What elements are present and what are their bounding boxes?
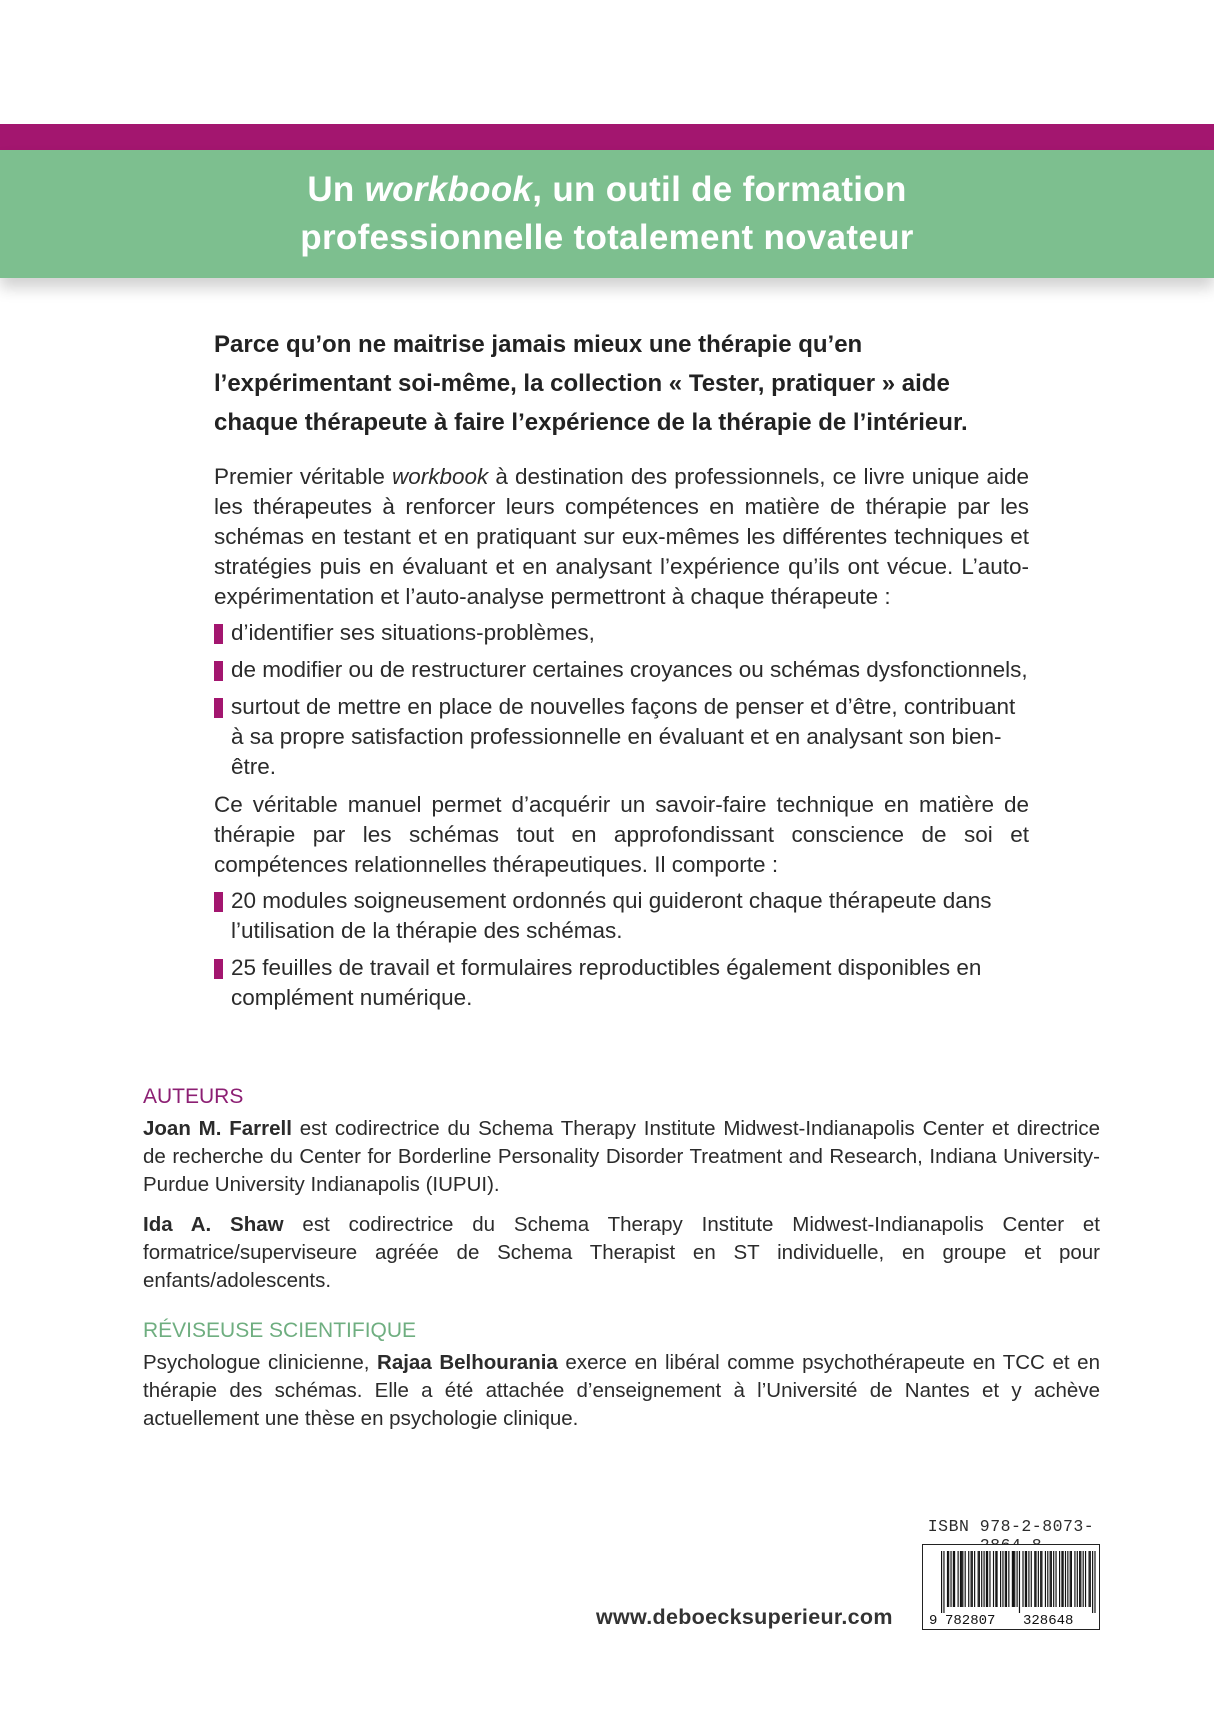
barcode-bar <box>1074 1551 1075 1607</box>
barcode-bar <box>950 1551 951 1607</box>
barcode-bar <box>1014 1551 1015 1607</box>
barcode-bar <box>1047 1551 1048 1607</box>
barcode-bar <box>996 1551 997 1607</box>
barcode-bar <box>1012 1551 1013 1607</box>
auteurs-heading: AUTEURS <box>143 1085 244 1108</box>
reviseuse-name: Rajaa Belhourania <box>377 1351 558 1374</box>
barcode-bar <box>1083 1551 1084 1607</box>
description-paragraph-2: Ce véritable manuel permet d’acquérir un savoir-faire technique en matière de thérapie par les schémas tout en approfondissant conscience de soi et compétences relationnelles thérapeutiques. Il comporte : <box>214 792 1029 877</box>
barcode-bar <box>1079 1551 1080 1607</box>
barcode-digit-first: 9 <box>929 1613 938 1629</box>
barcode-bar <box>1026 1551 1027 1607</box>
barcode-bar <box>965 1551 966 1607</box>
barcode-bar <box>1031 1551 1032 1607</box>
banner-title-line-1: Un workbook, un outil de formation <box>307 170 907 209</box>
barcode-bar <box>972 1551 973 1607</box>
barcode-bar <box>1025 1551 1026 1607</box>
barcode-digits-left: 782807 <box>945 1613 996 1629</box>
author-bio-farrell: Joan M. Farrell est codirectrice du Schema Therapy Institute Midwest-Indianapolis Center et directrice de recherche du Center for Borderline Personality Disorder Treatment and Research, Indiana University-Purdue University Indianapolis (IUPUI). <box>143 1117 1100 1196</box>
barcode-bar <box>1077 1551 1078 1607</box>
credits-section <box>143 1083 1100 1445</box>
barcode-bar <box>1002 1551 1003 1607</box>
bullet-marker <box>214 661 223 681</box>
barcode-bar <box>1038 1551 1039 1607</box>
barcode-bar <box>1006 1551 1007 1607</box>
barcode-bar <box>1045 1551 1046 1607</box>
contents-list <box>214 886 1029 1013</box>
list-item: de modifier ou de restructurer certaines croyances ou schémas dysfonctionnels, <box>214 655 1029 685</box>
barcode-bar <box>1051 1551 1052 1607</box>
author-bio-shaw: Ida A. Shaw est codirectrice du Schema Therapy Institute Midwest-Indianapolis Center et formatrice/superviseure agréée de Schema Therapist en ST individuelle, en groupe et pour enfants/adolescents. <box>143 1213 1100 1292</box>
barcode-bar <box>1008 1551 1009 1607</box>
barcode-bar <box>1034 1551 1035 1607</box>
isbn-label: ISBN 978-2-8073- <box>927 1517 1095 1536</box>
barcode-bar <box>948 1551 949 1607</box>
barcode-digits-right: 328648 <box>1023 1613 1074 1629</box>
barcode-bar <box>1013 1551 1014 1607</box>
publisher-website: www.deboecksuperieur.com <box>596 1605 893 1629</box>
barcode-bar <box>983 1551 984 1607</box>
barcode-bar <box>962 1551 963 1607</box>
barcode-bar <box>1040 1551 1041 1607</box>
barcode-bar <box>1085 1551 1086 1607</box>
barcode-bar <box>1050 1551 1051 1607</box>
barcode-bar <box>1092 1551 1093 1613</box>
barcode-bar <box>981 1551 982 1607</box>
banner-title-line-2: professionnelle totalement novateur <box>300 218 914 257</box>
barcode-bar <box>1061 1551 1062 1607</box>
barcode-bar <box>1053 1551 1054 1607</box>
barcode-bar <box>953 1551 954 1607</box>
list-item: 20 modules soigneusement ordonnés qui guideront chaque thérapeute dans l’utilisation de la thérapie des schémas. <box>214 886 1029 946</box>
intro-paragraph: Parce qu’on ne maitrise jamais mieux une thérapie qu’en l’expérimentant soi-même, la collection « Tester, pratiquer » aide chaque thérapeute à faire l’expérience de la thérapie de l’intérieur. <box>214 331 968 436</box>
barcode-bar <box>1070 1551 1071 1607</box>
barcode-bar <box>993 1551 994 1607</box>
bullet-marker <box>214 959 223 979</box>
author-name: Joan M. Farrell <box>143 1117 292 1140</box>
author-name: Ida A. Shaw <box>143 1213 284 1236</box>
barcode-bar <box>954 1551 955 1607</box>
barcode-bar <box>1094 1551 1095 1613</box>
barcode-bars <box>941 1551 1096 1613</box>
barcode-bar <box>979 1551 980 1607</box>
barcode-bar <box>1000 1551 1001 1607</box>
main-text <box>214 325 1029 1021</box>
bullet-marker <box>214 624 223 644</box>
title-banner <box>0 150 1214 278</box>
barcode-bar <box>1022 1551 1023 1607</box>
list-item: 25 feuilles de travail et formulaires reproductibles également disponibles en complément numérique. <box>214 953 1029 1013</box>
barcode-graphic <box>923 1545 1099 1629</box>
barcode-bar <box>995 1551 996 1607</box>
barcode-bar <box>1080 1551 1081 1607</box>
barcode-bar <box>1028 1551 1029 1607</box>
barcode-bar <box>1059 1551 1060 1607</box>
barcode-bar <box>971 1551 972 1607</box>
barcode-bar <box>1035 1551 1036 1607</box>
reviseuse-heading: RÉVISEUSE SCIENTIFIQUE <box>143 1319 417 1342</box>
barcode-bar <box>968 1551 969 1607</box>
banner-title-italic: workbook <box>364 170 533 209</box>
description-paragraph-1: Premier véritable workbook à destination des professionnels, ce livre unique aide les thérapeutes à renforcer leurs compétences en matière de thérapie par les schémas en testant et en pratiquant sur eux-mêmes les différentes techniques et stratégies puis en évaluant et en analysant l’expérience qu’ils ont vécue. L’auto-expérimentation et l’auto-analyse permettront à chaque thérapeute : <box>214 464 1029 609</box>
bullet-marker <box>214 698 223 718</box>
barcode-bar <box>958 1551 959 1607</box>
barcode-bar <box>1090 1551 1091 1607</box>
reviseuse-bio: Psychologue clinicienne, Rajaa Belhourania exerce en libéral comme psychothérapeute en TCC et en thérapie des schémas. Elle a été attachée d’enseignement à l’Université de Nantes et y achève actuellement une thèse en psychologie clinique. <box>143 1351 1100 1430</box>
barcode-bar <box>986 1551 987 1607</box>
barcode-bar <box>1089 1551 1090 1607</box>
barcode-bar <box>943 1551 944 1613</box>
barcode <box>922 1544 1100 1630</box>
barcode-bar <box>1065 1551 1066 1607</box>
barcode-bar <box>1071 1551 1072 1607</box>
barcode-bar <box>1063 1551 1064 1607</box>
barcode-bar <box>974 1551 975 1607</box>
barcode-bar <box>978 1551 979 1607</box>
barcode-bar <box>947 1551 948 1607</box>
list-item: d’identifier ses situations-problèmes, <box>214 618 1029 648</box>
list-item: surtout de mettre en place de nouvelles façons de penser et d’être, contribuant à sa propre satisfaction professionnelle en évaluant et en analysant son bien-être. <box>214 692 1029 782</box>
barcode-bar <box>1055 1551 1056 1607</box>
barcode-bar <box>961 1551 962 1607</box>
barcode-bar <box>941 1551 942 1613</box>
barcode-bar <box>960 1551 961 1607</box>
barcode-bar <box>989 1551 990 1607</box>
barcode-bar <box>1005 1551 1006 1607</box>
barcode-bar <box>1067 1551 1068 1607</box>
barcode-bar <box>1017 1551 1018 1607</box>
skills-list <box>214 618 1029 782</box>
bullet-marker <box>214 892 223 912</box>
top-magenta-bar <box>0 124 1214 150</box>
barcode-bar <box>1041 1551 1042 1607</box>
barcode-bar <box>987 1551 988 1607</box>
barcode-bar <box>1019 1551 1020 1613</box>
